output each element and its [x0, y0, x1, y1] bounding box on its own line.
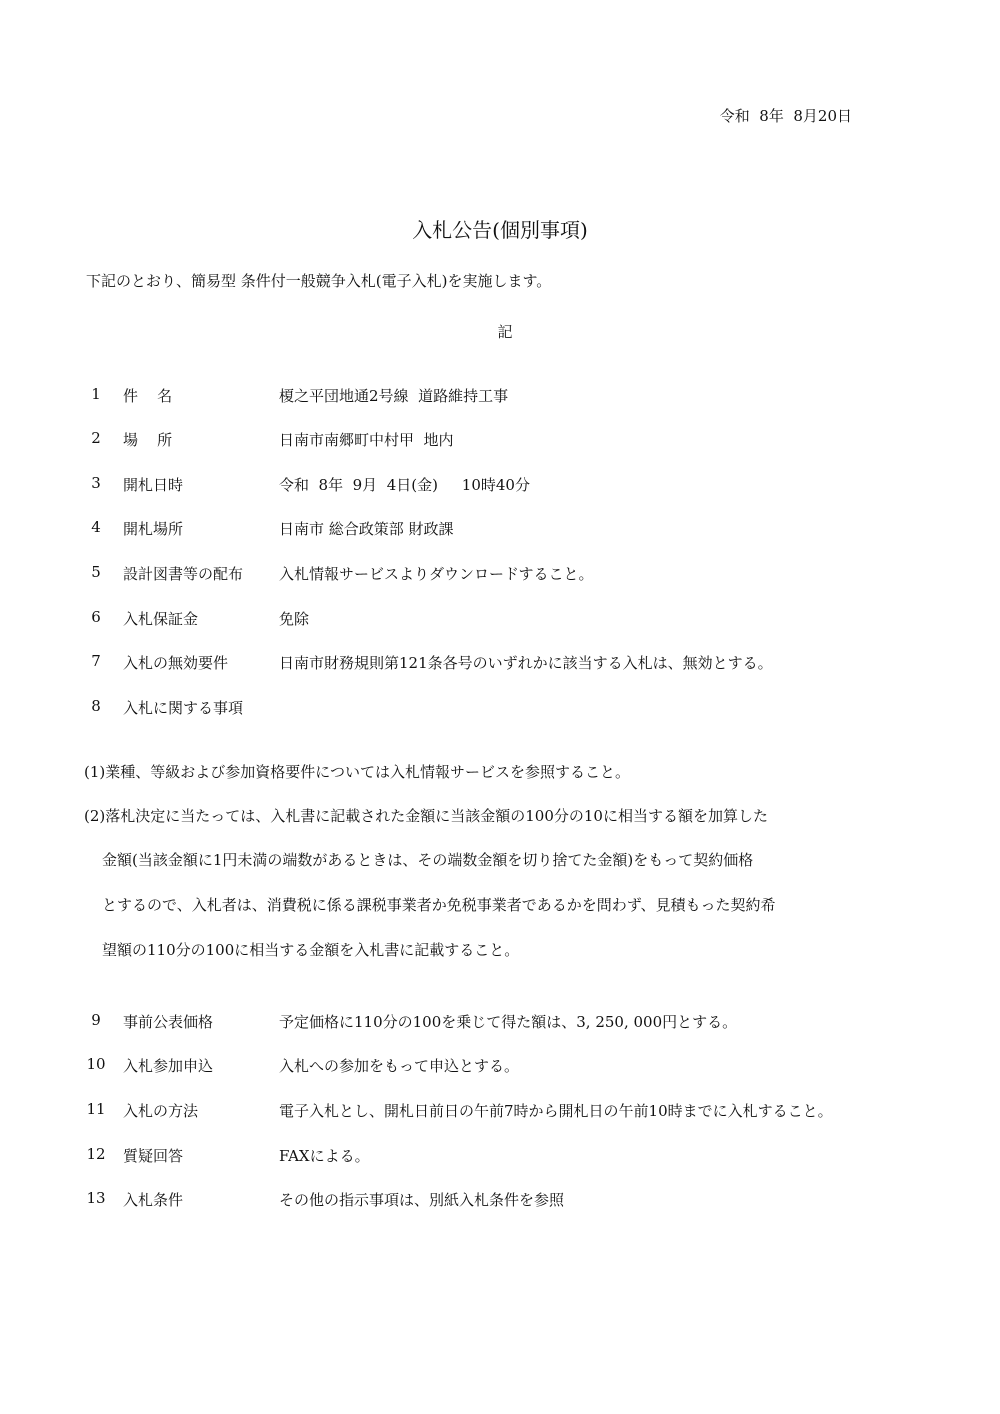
- item-label: 入札参加申込: [123, 1057, 214, 1075]
- item-label: 入札条件: [123, 1191, 184, 1209]
- item-number: 5: [91, 563, 101, 581]
- item-value: 予定価格に110分の100を乗じて得た額は、3, 250, 000円とする。: [279, 1013, 738, 1031]
- item-row: [86, 1011, 946, 1033]
- item-value: 日南市南郷町中村甲 地内: [279, 431, 454, 449]
- item-label: 入札に関する事項: [123, 699, 244, 717]
- item-row: [86, 474, 946, 496]
- item-label: 件 名: [123, 387, 173, 405]
- item-number: 11: [86, 1100, 106, 1118]
- item-row: [86, 1100, 946, 1122]
- item-label: 事前公表価格: [123, 1013, 214, 1031]
- note-line: とするので、入札者は、消費税に係る課税事業者か免税事業者であるかを問わず、見積もった契約希: [102, 896, 776, 914]
- item-label: 開札場所: [123, 520, 184, 538]
- item-value: FAXによる。: [279, 1147, 370, 1165]
- document-title: 入札公告(個別事項): [412, 218, 588, 242]
- document-date: 令和 8年 8月20日: [719, 107, 852, 125]
- item-number: 3: [91, 474, 101, 492]
- note-line: (2)落札決定に当たっては、入札書に記載された金額に当該金額の100分の10に相当する額を加算した: [84, 807, 768, 825]
- item-label: 入札の無効要件: [123, 654, 229, 672]
- item-value: その他の指示事項は、別紙入札条件を参照: [279, 1191, 565, 1209]
- item-number: 9: [91, 1011, 101, 1029]
- item-number: 1: [91, 385, 101, 403]
- item-label: 入札保証金: [123, 610, 199, 628]
- item-value: 日南市財務規則第121条各号のいずれかに該当する入札は、無効とする。: [279, 654, 773, 672]
- item-row: [86, 697, 946, 719]
- item-value: 入札情報サービスよりダウンロードすること。: [279, 565, 594, 583]
- ki-heading: 記: [497, 323, 513, 341]
- item-row: [86, 1055, 946, 1077]
- item-row: [86, 385, 946, 407]
- item-value: 榎之平団地通2号線 道路維持工事: [279, 387, 509, 405]
- item-value: 免除: [279, 610, 310, 628]
- item-number: 8: [91, 697, 101, 715]
- item-label: 場 所: [123, 431, 173, 449]
- item-label: 設計図書等の配布: [123, 565, 244, 583]
- item-row: [86, 608, 946, 630]
- item-number: 10: [86, 1055, 106, 1073]
- item-number: 12: [86, 1145, 106, 1163]
- item-value: 日南市 総合政策部 財政課: [279, 520, 454, 538]
- item-row: [86, 652, 946, 674]
- item-label: 質疑回答: [123, 1147, 184, 1165]
- item-number: 6: [91, 608, 101, 626]
- item-row: [86, 563, 946, 585]
- note-line: (1)業種、等級および参加資格要件については入札情報サービスを参照すること。: [84, 763, 630, 781]
- item-value: 令和 8年 9月 4日(金) 10時40分: [279, 476, 530, 494]
- intro-text: 下記のとおり、簡易型 条件付一般競争入札(電子入札)を実施します。: [86, 272, 552, 290]
- item-number: 2: [91, 429, 101, 447]
- item-row: [86, 1145, 946, 1167]
- item-number: 13: [86, 1189, 106, 1207]
- item-label: 開札日時: [123, 476, 184, 494]
- item-number: 7: [91, 652, 101, 670]
- note-line: 金額(当該金額に1円未満の端数があるときは、その端数金額を切り捨てた金額)をもって契約価格: [102, 851, 754, 869]
- item-row: [86, 518, 946, 540]
- item-label: 入札の方法: [123, 1102, 199, 1120]
- item-number: 4: [91, 518, 101, 536]
- item-row: [86, 429, 946, 451]
- item-row: [86, 1189, 946, 1211]
- note-line: 望額の110分の100に相当する金額を入札書に記載すること。: [102, 941, 520, 959]
- item-value: 入札への参加をもって申込とする。: [279, 1057, 520, 1075]
- item-value: 電子入札とし、開札日前日の午前7時から開札日の午前10時までに入札すること。: [279, 1102, 833, 1120]
